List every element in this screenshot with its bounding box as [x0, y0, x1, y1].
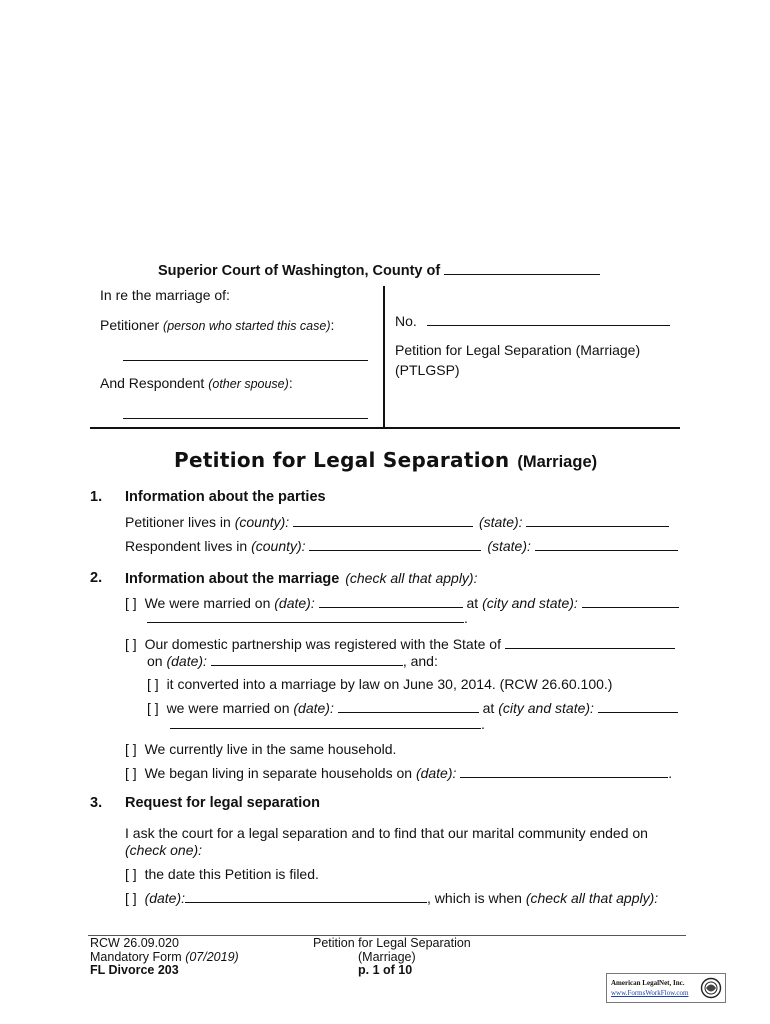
county-field[interactable] [444, 262, 600, 275]
same-household-row: [ ] We currently live in the same household. [125, 741, 397, 757]
converted-row: [ ] it converted into a marriage by law on June 30, 2014. (RCW 26.60.100.) [147, 676, 613, 692]
caption-rule [90, 427, 680, 429]
publisher-emblem-icon [700, 977, 722, 999]
we-were-married-checkbox[interactable]: [ ] [147, 700, 159, 716]
married-place-field[interactable] [582, 595, 679, 608]
section2-heading: Information about the marriage (check all that apply): [125, 570, 478, 587]
converted-checkbox[interactable]: [ ] [147, 676, 159, 692]
respondent-lives-row: Respondent lives in (county): (state): [125, 538, 678, 554]
doc-name-line1: Petition for Legal Separation (Marriage) [395, 342, 641, 358]
specific-date-checkbox[interactable]: [ ] [125, 890, 137, 906]
court-heading: Superior Court of Washington, County of [158, 262, 600, 279]
married-place-continued: . [147, 610, 468, 626]
section3-check-one: (check one): [125, 842, 203, 858]
we-were-married-row: [ ] we were married on (date): at (city and state): [147, 700, 678, 716]
petitioner-state-field[interactable] [526, 514, 669, 527]
section1-number: 1. [90, 489, 103, 505]
specific-date-row: [ ] (date): , which is when (check all that apply): [125, 890, 659, 906]
domestic-partnership-row: [ ] Our domestic partnership was registered with the State of [125, 636, 675, 652]
respondent-county-field[interactable] [309, 538, 481, 551]
footer-form-id: FL Divorce 203 [90, 963, 179, 977]
separate-date-field[interactable] [460, 765, 668, 778]
footer-mandatory: Mandatory Form (07/2019) [90, 950, 239, 964]
specific-date-field[interactable] [185, 890, 427, 903]
separate-households-checkbox[interactable]: [ ] [125, 765, 137, 781]
partnership-state-field[interactable] [505, 636, 675, 649]
separate-households-row: [ ] We began living in separate households on (date): . [125, 765, 673, 781]
converted-married-date-field[interactable] [338, 700, 479, 713]
partnership-date-field[interactable] [211, 653, 403, 666]
converted-married-place-field-2[interactable] [170, 716, 481, 729]
section3-title: Request for legal separation [125, 795, 320, 811]
married-place-field-2[interactable] [147, 610, 464, 623]
domestic-partnership-checkbox[interactable]: [ ] [125, 636, 137, 652]
date-filed-row: [ ] the date this Petition is filed. [125, 866, 319, 882]
footer-rcw: RCW 26.09.020 [90, 936, 179, 950]
converted-place-continued: . [170, 716, 485, 732]
section3-number: 3. [90, 795, 103, 811]
doc-name-line2: (PTLGSP) [395, 362, 460, 378]
married-on-row: [ ] We were married on (date): at (city and state): [125, 595, 679, 611]
footer-page-number: p. 1 of 10 [358, 963, 413, 977]
petitioner-county-field[interactable] [293, 514, 473, 527]
case-number-field[interactable] [427, 313, 670, 326]
section2-number: 2. [90, 570, 103, 586]
footer-center-line2: (Marriage) [358, 950, 416, 964]
married-date-field[interactable] [319, 595, 463, 608]
date-filed-checkbox[interactable]: [ ] [125, 866, 137, 882]
respondent-state-field[interactable] [535, 538, 678, 551]
page-title: Petition for Legal Separation (Marriage) [174, 448, 598, 472]
footer-center-line1: Petition for Legal Separation [313, 936, 471, 950]
petitioner-lives-row: Petitioner lives in (county): (state): [125, 514, 669, 530]
caption-divider [383, 286, 385, 428]
converted-married-place-field[interactable] [598, 700, 678, 713]
publisher-logo [606, 973, 726, 1003]
respondent-label: And Respondent (other spouse): [100, 375, 293, 391]
partnership-date-row: on (date): , and: [147, 653, 438, 669]
case-number: No. [395, 313, 670, 329]
section1-title: Information about the parties [125, 489, 326, 505]
in-re-label: In re the marriage of: [100, 287, 230, 303]
petitioner-name-field[interactable] [123, 348, 368, 361]
petitioner-label: Petitioner (person who started this case): [100, 317, 335, 333]
married-checkbox[interactable]: [ ] [125, 595, 137, 611]
respondent-name-field[interactable] [123, 406, 368, 419]
publisher-url[interactable]: www.FormsWorkFlow.com [611, 989, 689, 997]
same-household-checkbox[interactable]: [ ] [125, 741, 137, 757]
publisher-name: American LegalNet, Inc. [611, 979, 685, 987]
section3-intro: I ask the court for a legal separation and to find that our marital community ended on [125, 825, 648, 841]
